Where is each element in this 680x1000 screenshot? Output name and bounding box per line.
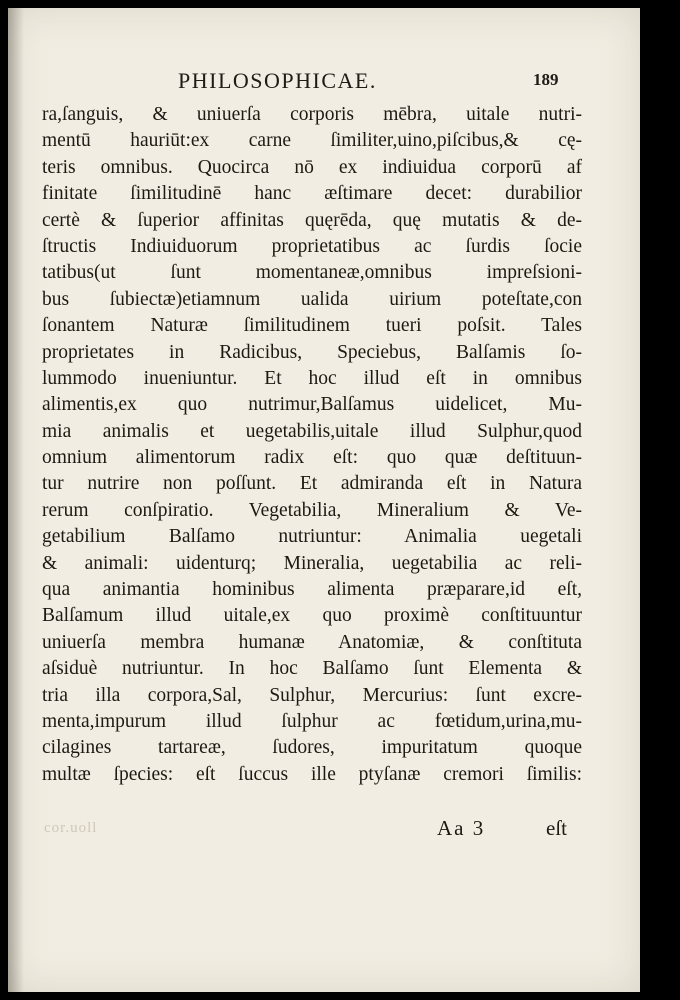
running-title: PHILOSOPHICAE.: [178, 68, 377, 93]
text-line: aſsiduè nutriuntur. In hoc Balſamo ſunt Elementa &: [42, 658, 582, 680]
text-line: rerum conſpiratio. Vegetabilia, Mineralium & Ve-: [42, 499, 582, 521]
text-line: ſtructis Indiuiduorum proprietatibus ac ſurdis ſocie: [42, 235, 582, 257]
catchword: eſt: [546, 816, 567, 840]
text-line: ra,ſanguis, & uniuerſa corporis mēbra, uitale nutri-: [42, 104, 582, 125]
text-line: Balſamum illud uitale,ex quo proximè conſtituuntur: [42, 605, 582, 627]
page-footer: [0, 812, 680, 852]
text-line: alimentis,ex quo nutrimur,Balſamus uidelicet, Mu-: [42, 394, 582, 416]
text-line: qua animantia hominibus alimenta præparare,id eſt,: [42, 579, 582, 601]
text-line: lummodo inueniuntur. Et hoc illud eſt in omnibus: [42, 367, 582, 389]
text-line: mentū hauriūt:ex carne ſimiliter,uino,piſcibus,& cę-: [42, 130, 582, 152]
text-line: cilagines tartareæ, ſudores, impuritatum quoque: [42, 737, 582, 759]
text-line: proprietates in Radicibus, Speciebus, Balſamis ſo-: [42, 341, 582, 363]
text-line: menta,impurum illud ſulphur ac fœtidum,urina,mu-: [42, 710, 582, 732]
text-line: mia animalis et uegetabilis,uitale illud Sulphur,quod: [42, 420, 582, 442]
text-line: multæ ſpecies: eſt ſuccus ille ptyſanæ cremori ſimilis:: [42, 763, 582, 785]
text-line: finitate ſimilitudinē hanc æſtimare decet: durabilior: [42, 183, 582, 205]
text-line: getabilium Balſamo nutriuntur: Animalia uegetali: [42, 526, 582, 548]
text-line: teris omnibus. Quocirca nō ex indiuidua corporū af: [42, 156, 582, 178]
bleed-through-text: cor.uoll: [44, 820, 98, 836]
text-line: bus ſubiectæ)etiamnum ualida uirium poteſtate,con: [42, 288, 582, 310]
text-line: & animali: uidenturq; Mineralia, uegetabilia ac reli-: [42, 552, 582, 574]
text-line: certè & ſuperior affinitas quęrēda, quę mutatis & de-: [42, 209, 582, 231]
running-head: [0, 62, 680, 102]
text-line: tria illa corpora,Sal, Sulphur, Mercurius: ſunt excre-: [42, 684, 582, 706]
text-line: omnium alimentorum radix eſt: quo quæ deſtituun-: [42, 447, 582, 469]
text-line: uniuerſa membra humanæ Anatomiæ, & conſtituta: [42, 631, 582, 653]
signature-mark: Aa 3: [437, 816, 486, 840]
text-line: tur nutrire non poſſunt. Et admiranda eſt in Natura: [42, 473, 582, 495]
text-line: ſonantem Naturæ ſimilitudinem tueri poſsit. Tales: [42, 315, 582, 337]
page-number: 189: [533, 70, 559, 89]
body-text: [42, 102, 582, 788]
text-line: tatibus(ut ſunt momentaneæ,omnibus impreſsioni-: [42, 262, 582, 284]
